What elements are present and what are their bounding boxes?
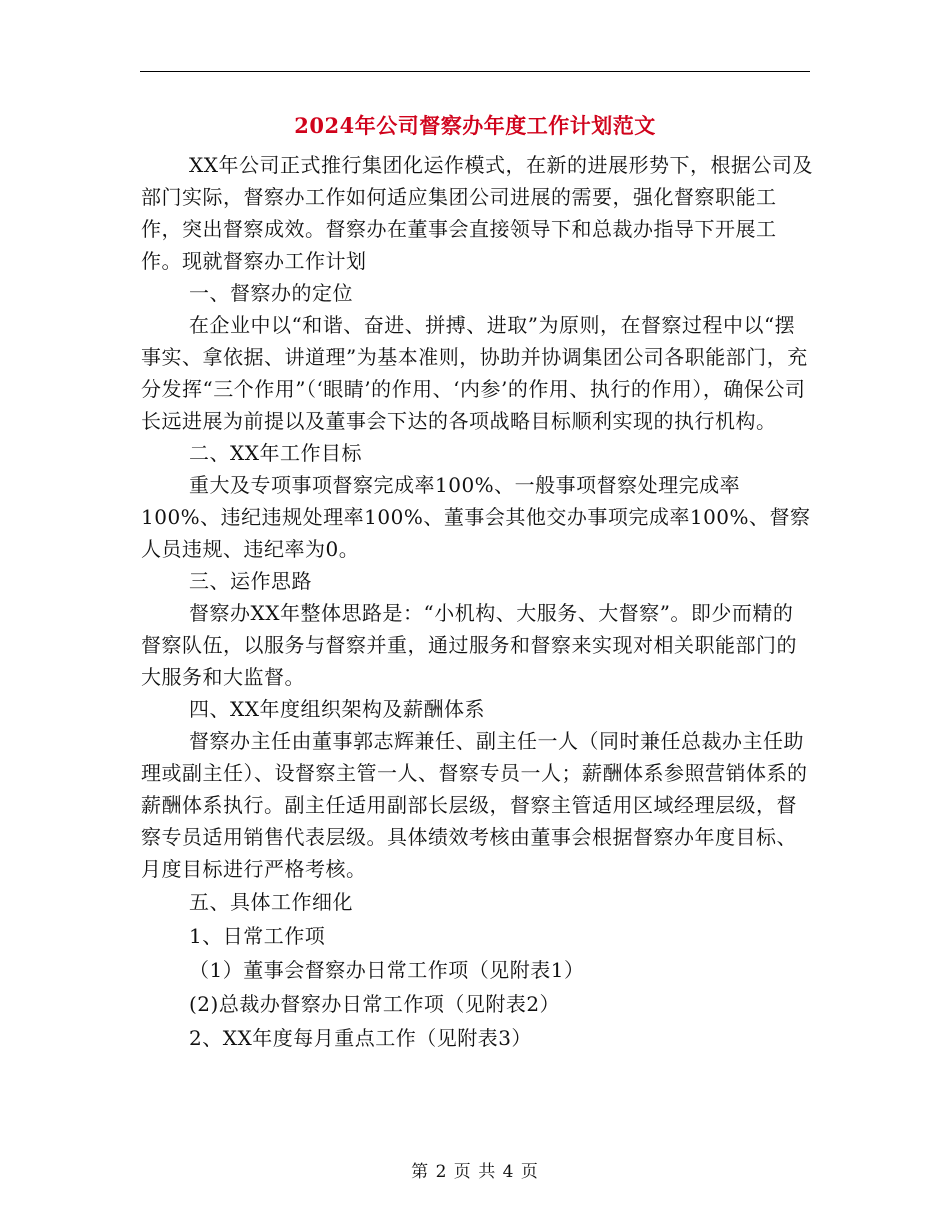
paragraph-approach: 督察办XX年整体思路是：“小机构、大服务、大督察”。即少而精的督察队伍，以服务与督察并重，通过服务和督察来实现对相关职能部门的大服务和大监督。 bbox=[141, 601, 797, 689]
list-item-monthly: 2、XX年度每月重点工作（见附表3） bbox=[189, 1026, 532, 1050]
paragraph-organization: 督察办主任由董事郭志辉兼任、副主任一人（同时兼任总裁办主任助理或副主任）、设督察主管一人、督察专员一人；薪酬体系参照营销体系的薪酬体系执行。副主任适用副部长层级，督察主管适用区域经理层级，督察专员适用销售代表层级。具体绩效考核由董事会根据督察办年度目标、月度目标进行严格考核。 bbox=[141, 729, 808, 881]
section-heading-approach: 三、运作思路 bbox=[189, 569, 312, 593]
paragraph-intro: XX年公司正式推行集团化运作模式，在新的进展形势下，根据公司及部门实际，督察办工作如何适应集团公司进展的需要，强化督察职能工作，突出督察成效。督察办在董事会直接领导下和总裁办指导下开展工作。现就督察办工作计划 bbox=[141, 153, 813, 273]
list-item-daily: 1、日常工作项 bbox=[189, 924, 326, 948]
document-title: 2024年公司督察办年度工作计划范文 bbox=[294, 113, 656, 138]
paragraph-goals: 重大及专项事项督察完成率100%、一般事项督察处理完成率100%、违纪违规处理率100%、董事会其他交办事项完成率100%、督察人员违规、违纪率为0。 bbox=[141, 473, 811, 561]
list-item-board-daily: （1）董事会督察办日常工作项（见附表1） bbox=[189, 958, 585, 982]
paragraph-positioning: 在企业中以“和谐、奋进、拼搏、进取”为原则，在督察过程中以“摆事实、拿依据、讲道理”为基本准则，协助并协调集团公司各职能部门，充分发挥“三个作用”（‘眼睛’的作用、‘内参’的作用、执行的作用），确保公司长远进展为前提以及董事会下达的各项战略目标顺利实现的执行机构。 bbox=[141, 313, 808, 433]
page-number: 第 2 页 共 4 页 bbox=[411, 1162, 539, 1182]
section-heading-goals: 二、XX年工作目标 bbox=[189, 441, 362, 465]
section-heading-organization: 四、XX年度组织架构及薪酬体系 bbox=[189, 697, 485, 721]
list-item-president-daily: (2)总裁办督察办日常工作项（见附表2） bbox=[189, 992, 561, 1016]
section-heading-positioning: 一、督察办的定位 bbox=[189, 281, 353, 305]
header-rule bbox=[140, 71, 810, 72]
section-heading-details: 五、具体工作细化 bbox=[189, 890, 353, 914]
document-body bbox=[141, 149, 813, 1055]
